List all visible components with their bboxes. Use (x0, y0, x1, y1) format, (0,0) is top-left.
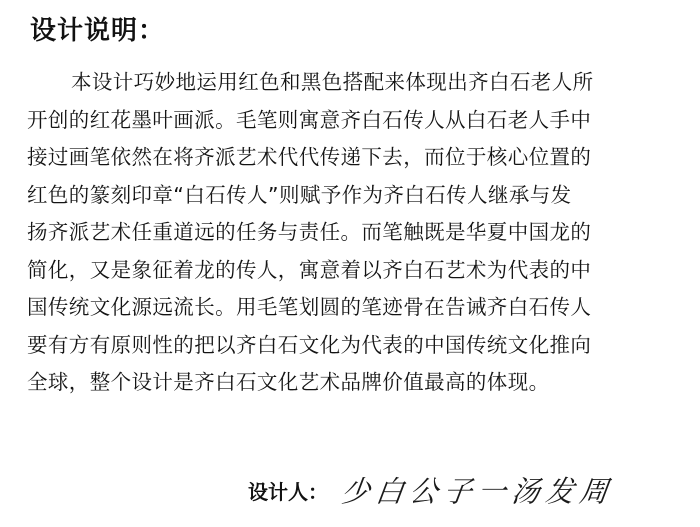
designer-signature (248, 470, 617, 510)
paragraph-line-2: 开创的红花墨叶画派。毛笔则寓意齐白石传人从白石老人手中 (27, 107, 592, 132)
paragraph-line-5: 扬齐派艺术任重道远的任务与责任。而笔触既是华夏中国龙的 (27, 220, 592, 244)
paragraph-line-7: 国传统文化源远流长。用毛笔划圆的笔迹骨在告诫齐白石传人 (27, 295, 592, 319)
paragraph-line-6: 简化，又是象征着龙的传人，寓意着以齐白石艺术为代表的中 (27, 257, 592, 282)
paragraph-line-9: 全球，整个设计是齐白石文化艺术品牌价值最高的体现。 (27, 370, 550, 394)
paragraph-line-8: 要有方有原则性的把以齐白石文化为代表的中国传统文化推向 (27, 332, 592, 357)
section-heading: 设计说明： (30, 16, 166, 46)
handwritten-name: 少白公子一汤发周 (339, 474, 617, 509)
signature-label: 设计人： (248, 479, 328, 504)
description-paragraph (27, 64, 677, 402)
paragraph-line-1: 本设计巧妙地运用红色和黑色搭配来体现出齐白石老人所 (71, 70, 594, 94)
paragraph-line-3: 接过画笔依然在将齐派艺术代代传递下去，而位于核心位置的 (27, 145, 592, 169)
paragraph-line-4: 红色的篆刻印章“白石传人”则赋予作为齐白石传人继承与发 (27, 182, 572, 207)
